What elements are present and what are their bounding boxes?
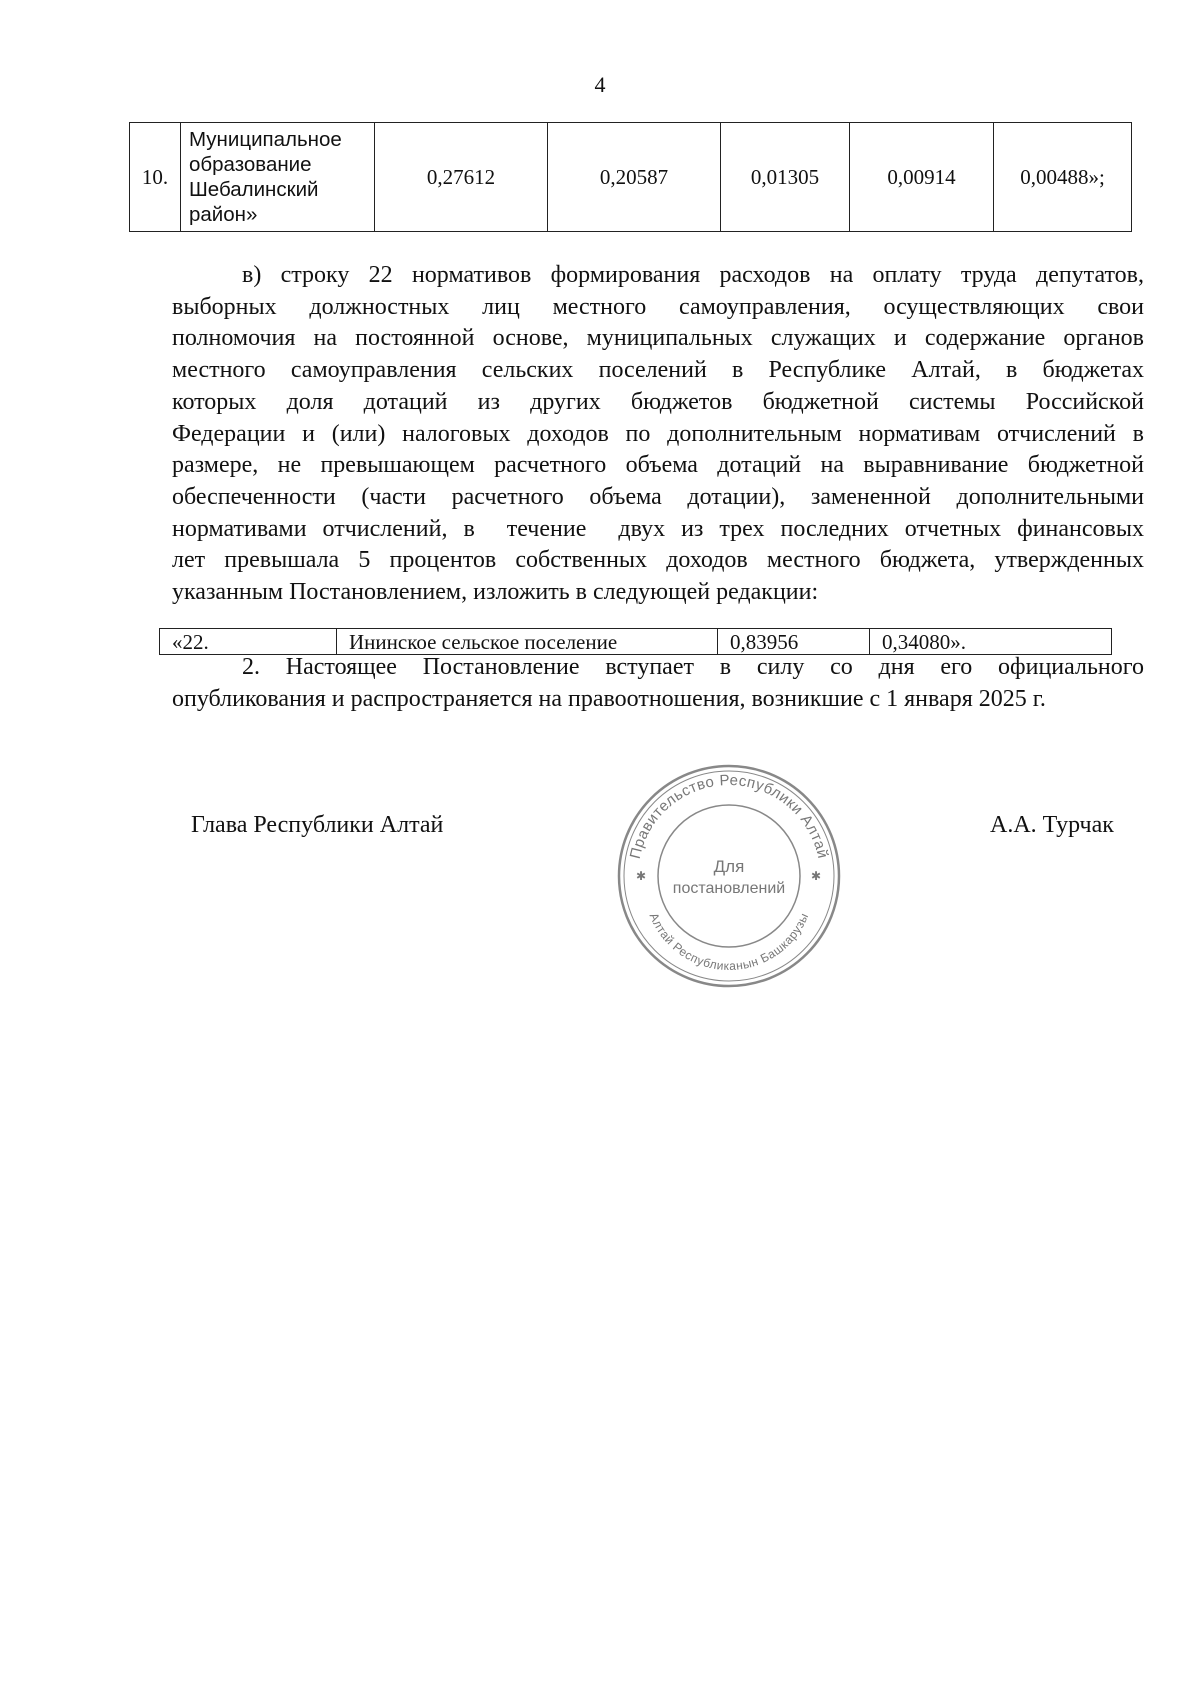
district-name-line: Шебалинский [189,178,319,201]
settlement-table [159,628,1112,655]
seal-lower-text: Алтай Республиканын Башкарузы [646,910,812,974]
svg-text:Правительство Республики Алтай [627,772,832,861]
value-cell-4: 0,00914 [850,123,994,232]
signature-title: Глава Республики Алтай [191,812,444,838]
district-name-line: Муниципальное [189,128,342,151]
paragraph-line: полномочия на постоянной основе, муниципальных служащих и содержание органов [172,325,1144,352]
paragraph-line: местного самоуправления сельских поселений в Республике Алтай, в бюджетах [172,357,1144,384]
district-name-cell [181,123,375,232]
paragraph-line: Федерации и (или) налоговых доходов по дополнительным нормативам отчислений в [172,420,1144,447]
district-name-line: образование [189,153,312,176]
seal-outer-text: Правительство Республики Алтай [626,771,832,861]
paragraph-line: нормативами отчислений, в течение двух из трех последних отчетных финансовых [172,515,1144,542]
paragraph-line: выборных должностных лиц местного самоуправления, осуществляющих свои [172,293,1144,320]
district-name-line: район» [189,203,258,226]
official-seal-icon [616,763,842,989]
paragraph-line: в) строку 22 нормативов формирования расходов на оплату труда депутатов, [242,262,1144,288]
seal-star-left: ✱ [636,869,647,883]
paragraph-line: лет превышала 5 процентов собственных доходов местного бюджета, утвержденных [172,547,1144,574]
value-cell-2: 0,20587 [548,123,721,232]
value-cell-1: 0,27612 [375,123,548,232]
settlement-name: Ининское сельское поселение [337,629,718,655]
settlement-number: «22. [160,629,337,655]
table-row [130,123,1132,232]
paragraph-line: обеспеченности (части расчетного объема дотации), замененной дополнительными [172,483,1144,510]
paragraph-v [172,260,1144,609]
settlement-value-1: 0,83956 [718,629,870,655]
table-row [160,629,1112,655]
signature-name: А.А. Турчак [990,812,1114,838]
page-number: 4 [594,72,606,97]
settlement-value-2: 0,34080». [870,629,1112,655]
paragraph-line: размере, не превышающем расчетного объема дотаций на выравнивание бюджетной [172,452,1144,479]
seal-center-line-2: постановлений [672,880,786,897]
paragraph-2 [172,652,1144,715]
seal-star-right: ✱ [811,869,822,883]
value-cell-5: 0,00488»; [994,123,1132,232]
paragraph-line: опубликования и распространяется на правоотношения, возникшие с 1 января 2025 г. [172,685,1046,712]
seal-center-line-1: Для [713,857,745,876]
row-number: 10. [130,123,181,232]
paragraph-line: 2. Настоящее Постановление вступает в силу со дня его официального [242,654,1144,680]
paragraph-line: которых доля дотаций из других бюджетов бюджетной системы Российской [172,388,1144,415]
paragraph-line: указанным Постановлением, изложить в следующей редакции: [172,579,819,606]
districts-table [129,122,1132,232]
value-cell-3: 0,01305 [721,123,850,232]
